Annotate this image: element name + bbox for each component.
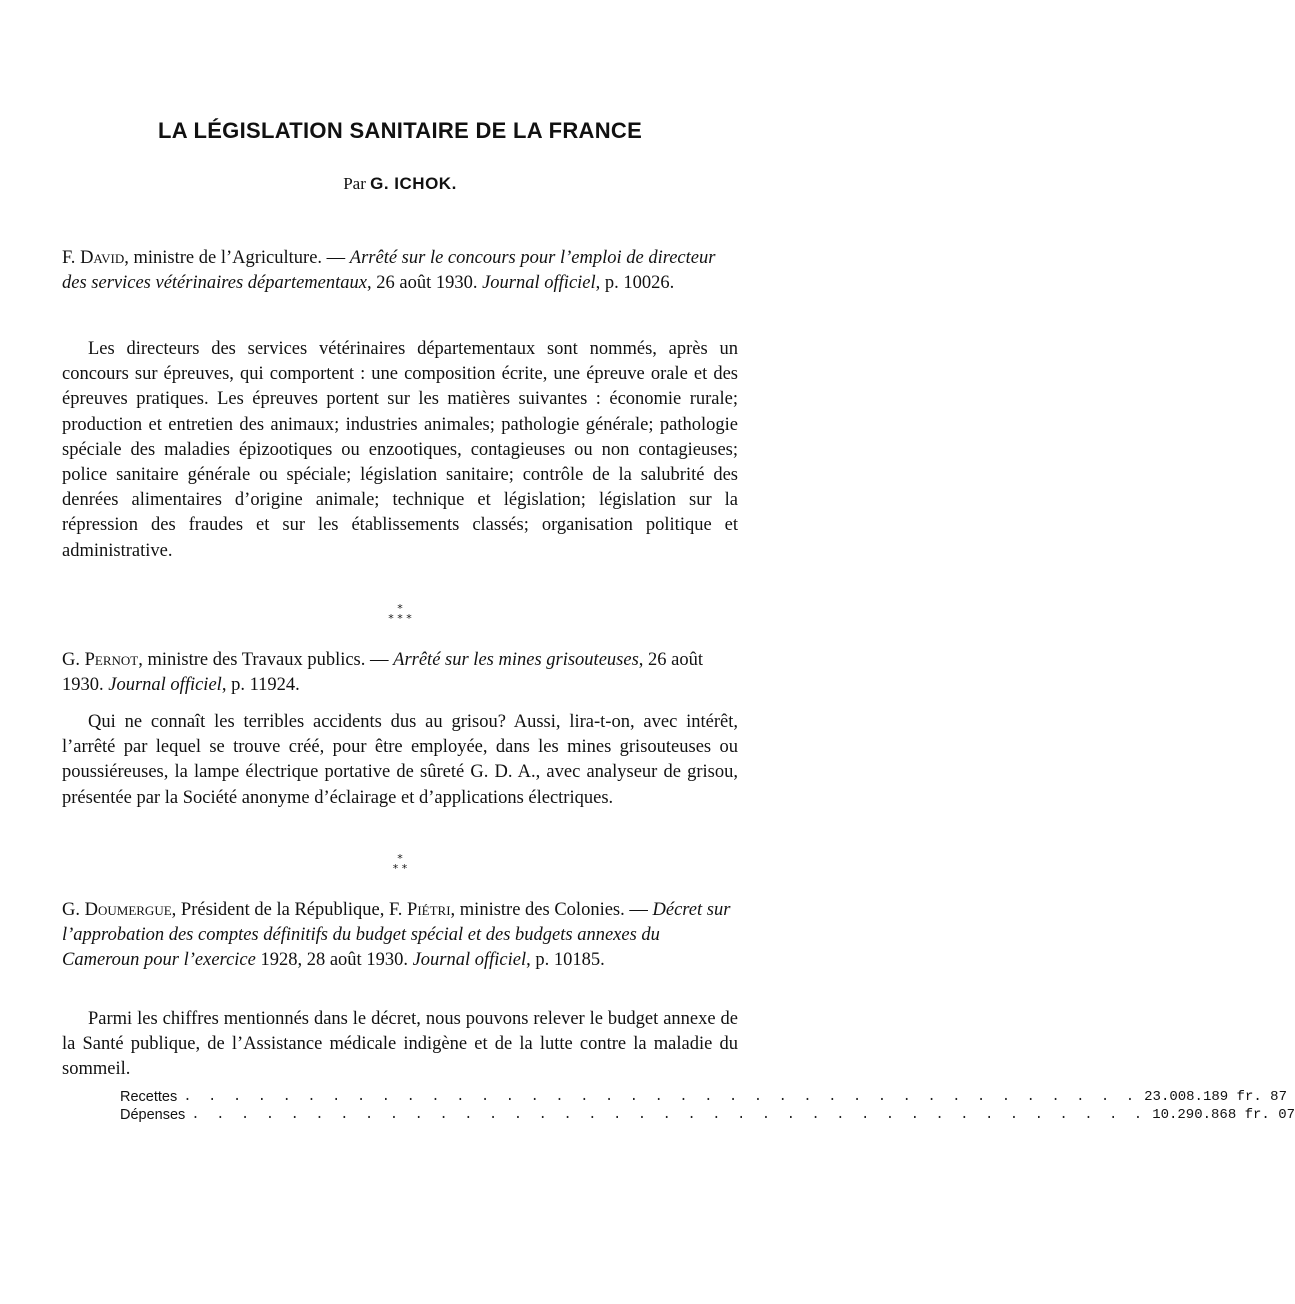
minister-name: Piétri bbox=[407, 900, 451, 920]
journal-page: , p. 10185. bbox=[526, 950, 605, 970]
entry-initial: F. bbox=[62, 248, 76, 268]
ledger-label: Recettes bbox=[120, 1089, 178, 1105]
author-name: G. ICHOK. bbox=[370, 174, 457, 193]
separator-asterism: * * * * bbox=[388, 602, 412, 625]
minister-role: , ministre des Colonies. — bbox=[450, 900, 653, 920]
ledger-row bbox=[120, 1106, 1295, 1124]
act-date: 1928, 28 août 1930. bbox=[255, 950, 413, 970]
entry-david bbox=[62, 246, 738, 296]
leader-dots: . . . . . . . . . . . . . . . . . . . . . . . . . . . . . . . . . . . . . . . bbox=[183, 1089, 1139, 1105]
ledger-amount: 10.290.868 fr. 07 bbox=[1152, 1107, 1295, 1123]
act-title: Arrêté sur les mines grisouteuses bbox=[393, 650, 639, 670]
author-prefix: Par bbox=[343, 174, 366, 193]
ledger-amount: 23.008.189 fr. 87 bbox=[1144, 1089, 1287, 1105]
entry-paragraph: Parmi les chiffres mentionnés dans le décret, nous pouvons relever le budget annexe de la Santé publique, de l’Assistance médicale indigène et de la lutte contre la maladie du sommeil. bbox=[62, 1009, 738, 1080]
author-line bbox=[0, 174, 800, 194]
act-title: Décret sur l’approbation des comptes définitifs du budget spécial et des budgets annexes du Cameroun pour l’exercice bbox=[62, 900, 731, 970]
president-role: , Président de la République, F. bbox=[171, 900, 408, 920]
journal-name: Journal officiel bbox=[482, 273, 596, 293]
journal-name: Journal officiel bbox=[108, 675, 222, 695]
minister-name: Pernot bbox=[84, 650, 139, 670]
minister-role: , ministre des Travaux publics. — bbox=[138, 650, 394, 670]
entry-initial: G. bbox=[62, 900, 80, 920]
act-title: Arrêté sur le concours pour l’emploi de directeur des services vétérinaires départementaux bbox=[62, 248, 716, 293]
minister-name: David bbox=[80, 248, 125, 268]
ledger-label: Dépenses bbox=[120, 1107, 186, 1123]
entry-paragraph: Qui ne connaît les terribles accidents dus au grisou? Aussi, lira-t-on, avec intérêt, l’arrêté par lequel se trouve créé, pour être employée, dans les mines grisouteuses ou poussiéreuses, la lampe électrique portative de sûreté G. D. A., avec analyseur de grisou, présentée par la Société anonyme d’éclairage et d’applications électriques. bbox=[62, 712, 738, 808]
journal-page: , p. 11924. bbox=[221, 675, 300, 695]
leader-dots: . . . . . . . . . . . . . . . . . . . . . . . . . . . . . . . . . . . . . . . bbox=[191, 1107, 1147, 1123]
act-date: , 26 août 1930. bbox=[62, 650, 703, 695]
entry-doumergue bbox=[62, 898, 738, 973]
ledger-row bbox=[120, 1088, 1287, 1106]
entry-pernot bbox=[62, 648, 738, 698]
minister-role: , ministre de l’Agriculture. — bbox=[124, 248, 350, 268]
act-date: , 26 août 1930. bbox=[366, 273, 483, 293]
page-title: LA LÉGISLATION SANITAIRE DE LA FRANCE bbox=[157, 118, 643, 143]
entry-paragraph: Les directeurs des services vétérinaires départementaux sont nommés, après un concours sur épreuves, qui comportent : une composition écrite, une épreuve orale et des épreuves pratiques. Les épreuves portent sur les matières suivantes : économie rurale; production et entretien des animaux; industries animales; pathologie générale; pathologie spéciale des maladies épizootiques ou enzootiques, contagieuses ou non contagieuses; police sanitaire générale ou spéciale; législation sanitaire; contrôle de la salubrité des denrées alimentaires d’origine animale; technique et législation; législation sur la répression des fraudes et sur les établissements classés; organisation politique et administrative. bbox=[62, 339, 738, 561]
president-name: Doumergue bbox=[84, 900, 172, 920]
entry-initial: G. bbox=[62, 650, 80, 670]
journal-name: Journal officiel bbox=[412, 950, 527, 970]
journal-page: , p. 10026. bbox=[595, 273, 675, 293]
separator-asterism: * * * bbox=[392, 852, 408, 875]
budget-ledger bbox=[120, 1088, 1295, 1124]
